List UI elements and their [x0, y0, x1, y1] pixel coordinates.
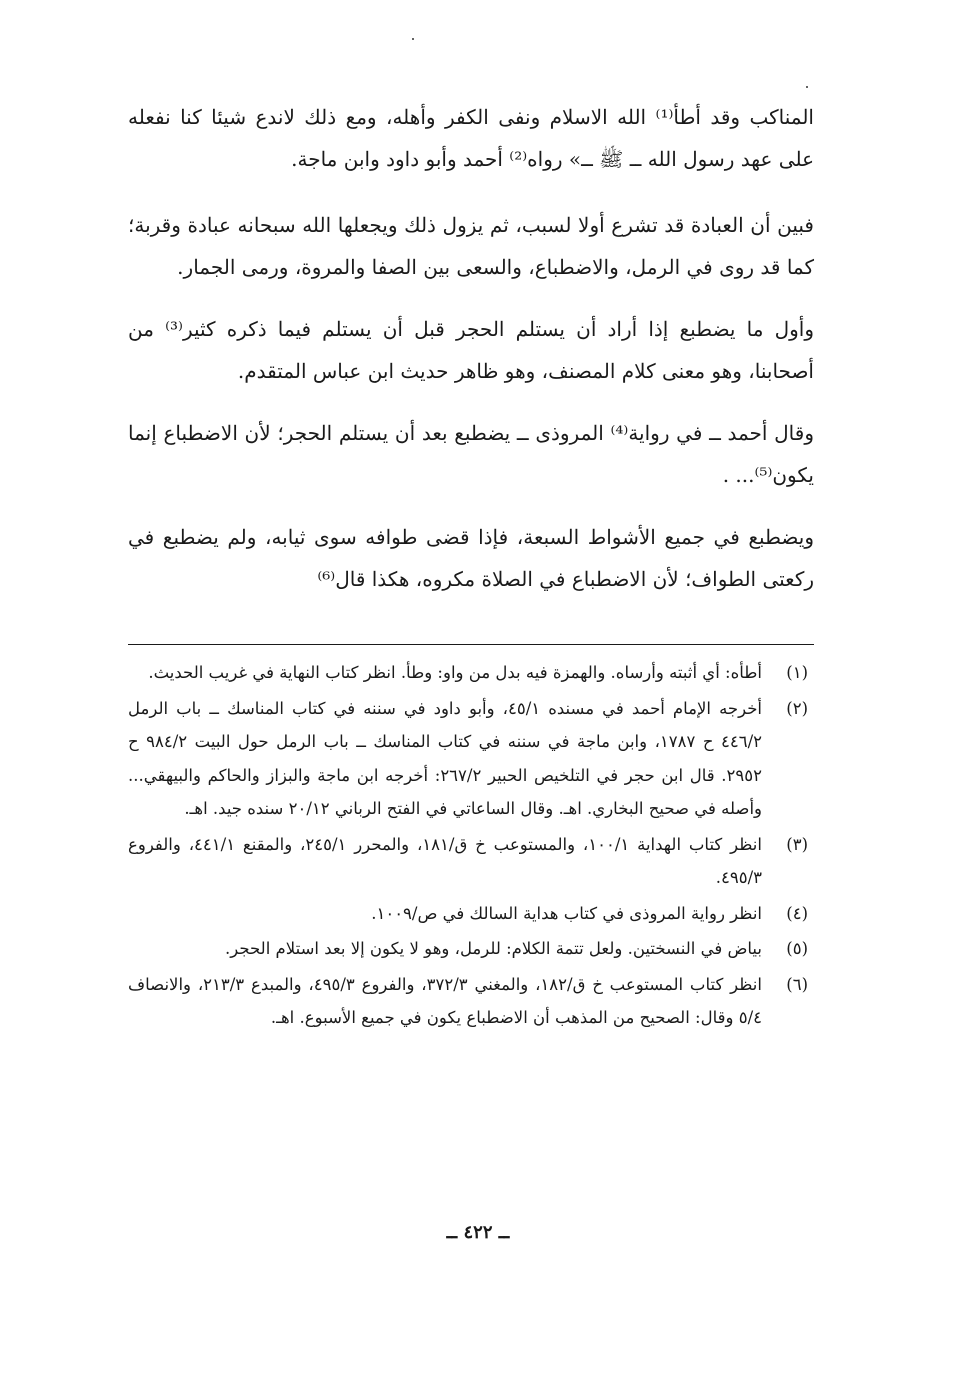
footnote [128, 897, 814, 931]
paragraph: وأول ما يضطبع إذا أراد أن يستلم الحجر قبل أن يستلم فيما ذكره كثير⁽³⁾ من أصحابنا، وهو معنى كلام المصنف، وهو ظاهر حديث ابن عباس المتقدم. [128, 317, 814, 383]
scan-speck-top [412, 38, 414, 40]
footnote [128, 692, 814, 826]
footnotes [128, 656, 814, 1037]
paragraph: المناكب وقد أطأ⁽¹⁾ الله الاسلام ونفى الكفر وأهله، ومع ذلك لاندع شيئا كنا نفعله على عهد رسول الله ــ ﷺ ــ» رواه⁽²⁾ أحمد وأبو داود وابن ماجة. [128, 105, 814, 171]
footnote [128, 932, 814, 966]
footnote-number: (٣) [786, 834, 808, 854]
paragraph: وقال أحمد ــ في رواية⁽⁴⁾ المروذى ــ يضطبع بعد أن يستلم الحجر؛ لأن الاضطباع إنما يكون⁽⁵⁾... . [128, 421, 814, 487]
footnote-separator [128, 644, 814, 645]
page-number: ــ ٤٢٢ ــ [446, 1222, 510, 1243]
footnote [128, 968, 814, 1035]
footnote [128, 828, 814, 895]
footnote-number: (١) [786, 663, 808, 682]
scan-speck-right [806, 86, 808, 88]
footnote-text: أخرجه الإمام أحمد في مسنده ٤٥/١، وأبو داود في سننه في كتاب المناسك ــ باب الرمل ٤٤٦/٢ ح ١٧٨٧، وابن ماجة في سننه في كتاب المناسك ــ باب الرمل حول البيت ٩٨٤/٢ ح ٢٩٥٢. قال ابن حجر في التلخيص الحبير ٢٦٧/٢: أخرجه ابن ماجة والبزاز والحاكم والبيهقي... وأصله في صحيح البخاري. اهـ. وقال الساعاتي في الفتح الرباني ٢٠/١٢ سنده جيد. اهـ. [128, 698, 763, 818]
footnote-text: انظر رواية المروذى في كتاب هداية السالك في ص/١٠٠٩. [371, 903, 762, 923]
paragraph: فبين أن العبادة قد تشرع أولا لسبب، ثم يزول ذلك ويجعلها الله سبحانه عبادة وقربة؛ كما قد روى في الرمل، والاضطباع، والسعى بين الصفا والمروة، ورمى الجمار. [128, 213, 814, 279]
footnote-text: بياض في النسختين. ولعل تتمة الكلام: للرمل، وهو لا يكون إلا بعد استلام الحجر. [225, 939, 762, 958]
footnote-number: (٤) [786, 903, 808, 923]
paragraph: ويضطبع في جميع الأشواط السبعة، فإذا قضى طوافه سوى ثيابه، ولم يضطبع في ركعتى الطواف؛ لأن الاضطباع في الصلاة مكروه، هكذا قال⁽⁶⁾ [128, 525, 814, 591]
footnote-number: (٦) [786, 974, 808, 994]
footnote-text: انظر كتاب الهداية ١٠٠/١، والمستوعب خ ق/١٨١، والمحرر ٢٤٥/١، والمقنع ٤٤١/١، والفروع ٤٩٥/٣. [128, 834, 762, 887]
footnote [128, 656, 814, 690]
footnote-number: (٢) [786, 698, 808, 718]
main-text [128, 96, 814, 620]
footnote-text: أطأه: أي أثبته وأرساه. والهمزة فيه بدل من واو: وطأ. انظر كتاب النهاية في غريب الحديث. [148, 663, 762, 682]
footnote-number: (٥) [786, 939, 808, 958]
footnote-text: انظر كتاب المستوعب خ ق/١٨٢، والمغني ٣٧٢/٣، والفروع ٤٩٥/٣، والمبدع ٢١٣/٣، والانصاف ٥/٤ وقال: الصحيح من المذهب أن الاضطباع يكون في جميع الأسبوع. اهـ. [128, 974, 762, 1027]
